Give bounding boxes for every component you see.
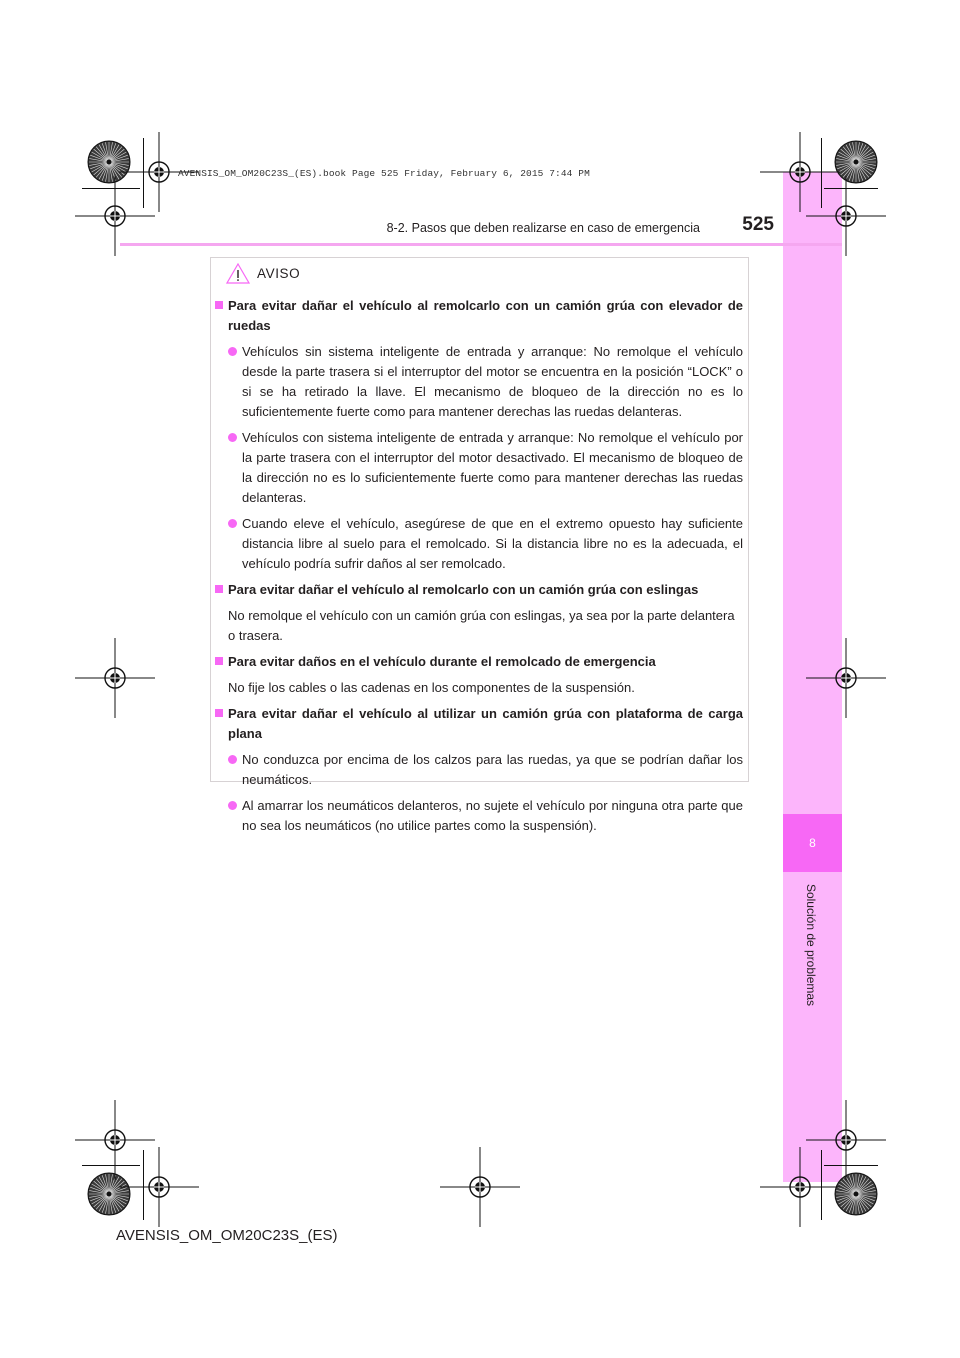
registration-target-icon — [440, 1147, 520, 1227]
chapter-number-tab — [783, 814, 842, 872]
header-rule — [120, 243, 842, 246]
chapter-number: 8 — [809, 836, 816, 850]
crop-line — [821, 1150, 822, 1220]
warning-item-text: No remolque el vehículo con un camión grúa con eslingas, ya sea por la parte delantera o trasera. — [228, 608, 735, 643]
crop-line — [824, 188, 878, 189]
warning-paragraph — [215, 678, 743, 698]
warning-title: AVISO — [257, 265, 301, 281]
square-bullet-icon — [215, 585, 223, 593]
circle-bullet-icon — [228, 801, 237, 810]
warning-subheading — [215, 580, 743, 600]
crop-line — [82, 188, 140, 189]
warning-content — [215, 296, 743, 842]
registration-target-icon — [760, 1147, 840, 1227]
crop-line — [143, 1150, 144, 1220]
document-id: AVENSIS_OM_OM20C23S_(ES) — [116, 1227, 338, 1244]
crop-line — [821, 138, 822, 208]
circle-bullet-icon — [228, 433, 237, 442]
circle-bullet-icon — [228, 755, 237, 764]
circle-bullet-icon — [228, 519, 237, 528]
section-title: 8-2. Pasos que deben realizarse en caso de emergencia — [386, 221, 700, 235]
square-bullet-icon — [215, 709, 223, 717]
warning-subheading — [215, 652, 743, 672]
warning-bullet — [215, 428, 743, 508]
warning-item-text: Para evitar dañar el vehículo al utilizar un camión grúa con plataforma de carga plana — [228, 706, 743, 741]
warning-item-text: No conduzca por encima de los calzos para las ruedas, ya que se podrían dañar los neumáticos. — [242, 752, 743, 787]
warning-paragraph — [215, 606, 743, 646]
circle-bullet-icon — [228, 347, 237, 356]
warning-item-text: Vehículos con sistema inteligente de entrada y arranque: No remolque el vehículo por la parte trasera con el interruptor del motor desactivado. El mecanismo de bloqueo de la dirección no es lo suficientemente fuerte como para mantener derechas las ruedas delanteras. — [242, 430, 743, 505]
warning-subheading — [215, 704, 743, 744]
registration-target-icon — [119, 1147, 199, 1227]
page-number: 525 — [742, 214, 774, 235]
crop-line — [143, 138, 144, 208]
chapter-label: Solución de problemas — [804, 883, 818, 1007]
warning-bullet — [215, 342, 743, 422]
registration-target-icon — [75, 638, 155, 718]
crop-line — [82, 1165, 140, 1166]
warning-header — [226, 262, 300, 284]
warning-item-text: Para evitar dañar el vehículo al remolcarlo con un camión grúa con elevador de ruedas — [228, 298, 743, 333]
warning-item-text: Para evitar daños en el vehículo durante el remolcado de emergencia — [228, 654, 656, 669]
warning-bullet — [215, 796, 743, 836]
warning-item-text: Para evitar dañar el vehículo al remolcarlo con un camión grúa con eslingas — [228, 582, 699, 597]
warning-item-text: Al amarrar los neumáticos delanteros, no sujete el vehículo por ninguna otra parte que no sea los neumáticos (no utilice partes como la suspensión). — [242, 798, 743, 833]
registration-target-icon — [806, 638, 886, 718]
warning-bullet — [215, 750, 743, 790]
warning-item-text: Cuando eleve el vehículo, asegúrese de que en el extremo opuesto hay suficiente distancia libre al suelo para el remolcado. Si la distancia libre no es la adecuada, el vehículo podría sufrir daños al ser remolcado. — [242, 516, 743, 571]
warning-bullet — [215, 514, 743, 574]
warning-triangle-icon — [226, 263, 250, 284]
crop-line — [824, 1165, 878, 1166]
square-bullet-icon — [215, 301, 223, 309]
warning-item-text: No fije los cables o las cadenas en los componentes de la suspensión. — [228, 680, 635, 695]
warning-item-text: Vehículos sin sistema inteligente de entrada y arranque: No remolque el vehículo desde la parte trasera si el interruptor del motor se encuentra en la posición “LOCK” o si se ha retirado la llave. El mecanismo de bloqueo de la dirección no es lo suficientemente fuerte como para mantener derechas las ruedas delanteras. — [242, 344, 743, 419]
square-bullet-icon — [215, 657, 223, 665]
print-imprint: AVENSIS_OM_OM20C23S_(ES).book Page 525 Friday, February 6, 2015 7:44 PM — [178, 168, 590, 179]
warning-subheading — [215, 296, 743, 336]
